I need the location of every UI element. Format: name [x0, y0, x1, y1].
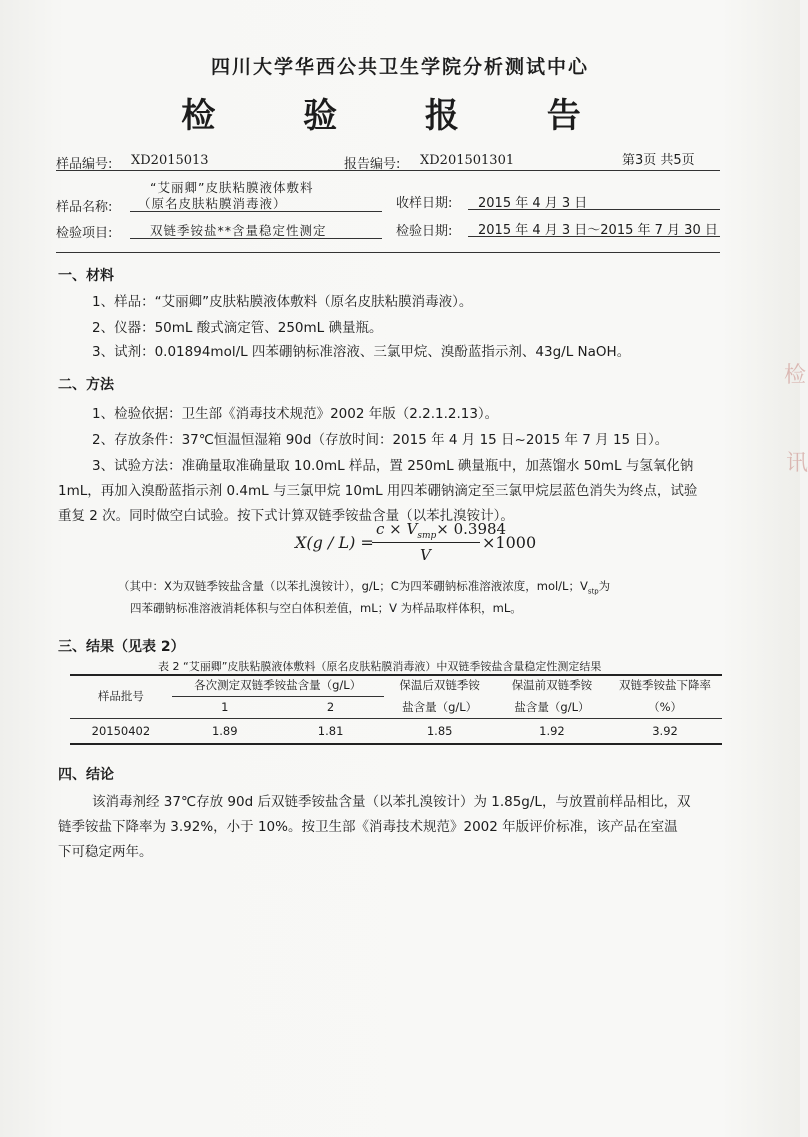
sample-no-label: 样品编号:: [56, 157, 113, 172]
sample-no: XD2015013: [131, 153, 209, 168]
th-after-l2: 盐含量（g/L）: [402, 699, 478, 714]
formula-note-line1: [118, 578, 610, 595]
info-bottom-rule: [56, 252, 720, 253]
test-item: 双链季铵盐**含量稳定性测定: [150, 223, 327, 238]
conclusion-line1: 该消毒剂经 37℃存放 90d 后双链季铵盐含量（以苯扎溴铵计）为 1.85g/L，与放置前样品相比，双: [92, 794, 691, 810]
formula-num-sub: sтр: [417, 531, 437, 541]
conclusion-line2: 链季铵盐下降率为 3.92%，小于 10%。按卫生部《消毒技术规范》2002 年版评价标准，该产品在室温: [58, 819, 678, 835]
formula-lhs: X(g / L) =: [295, 533, 374, 552]
method-item-2: 2、存放条件：37℃恒温恒湿箱 90d（存放时间：2015 年 4 月 15 日~2015 年 7 月 15 日）。: [92, 432, 669, 448]
method-item-1: 1、检验依据：卫生部《消毒技术规范》2002 年版（2.2.1.2.13）。: [92, 406, 499, 422]
th-drop-l1: 双链季铵盐下降率: [619, 678, 712, 692]
cell-drop: 3.92: [652, 723, 678, 738]
stamp-fragment-1: 检: [784, 363, 807, 388]
th-before-l1: 保温前双链季铵: [511, 678, 593, 692]
test-date-label: 检验日期:: [396, 224, 453, 239]
cell-m2: 1.81: [317, 723, 344, 738]
receive-date: 2015 年 4 月 3 日: [478, 196, 588, 211]
formula-tail: ×1000: [482, 533, 537, 552]
receive-date-underline: [468, 209, 720, 210]
test-date: 2015 年 4 月 3 日～2015 年 7 月 30 日: [478, 223, 718, 238]
cell-before: 1.92: [539, 723, 565, 738]
sample-name-underline: [130, 211, 382, 212]
test-date-underline: [468, 236, 720, 237]
header-rule: [56, 170, 720, 171]
th-after-l1: 保温后双链季铵: [399, 678, 480, 692]
formula-fraction-bar: [372, 542, 480, 543]
formula-num-factor: × 0.3984: [436, 520, 507, 538]
th-before-l2: 盐含量（g/L）: [514, 699, 590, 714]
formula-num-text: c × V: [376, 520, 418, 538]
section-3-heading: 三、结果（见表 2）: [58, 639, 185, 655]
sample-name-line2: （原名皮肤粘膜消毒液）: [138, 196, 287, 211]
th-col-2: 2: [326, 700, 335, 714]
material-item-2: 2、仪器：50mL 酸式滴定管、250mL 碘量瓶。: [92, 320, 383, 336]
material-item-3: 3、试剂：0.01894mol/L 四苯硼钠标准溶液、三氯甲烷、溴酚蓝指示剂、43g/L NaOH。: [92, 344, 631, 360]
stamp-fragment-2: 讯: [786, 451, 808, 476]
section-2-heading: 二、方法: [58, 377, 114, 393]
sample-name-line1: “艾丽卿”皮肤粘膜液体敷料: [150, 180, 314, 195]
th-batch: 样品批号: [97, 688, 144, 703]
formula-note-end: 为: [598, 579, 611, 593]
method-item-3-line1: 3、试验方法：准确量取准确量取 10.0mL 样品，置 250mL 碘量瓶中，加蒸馏水 50mL 与氢氧化钠: [92, 458, 694, 474]
cell-batch: 20150402: [91, 723, 151, 738]
results-table: [70, 674, 722, 745]
table-caption: 表 2 “艾丽卿”皮肤粘膜液体敷料（原名皮肤粘膜消毒液）中双链季铵盐含量稳定性测定结果: [158, 660, 602, 673]
material-item-1: 1、样品：“艾丽卿”皮肤粘膜液体敷料（原名皮肤粘膜消毒液）。: [92, 294, 473, 310]
table-row: [70, 718, 722, 744]
report-title: 检 验 报 告: [181, 96, 619, 136]
formula-denominator: V: [420, 546, 431, 564]
report-no-label: 报告编号:: [344, 157, 401, 172]
formula-note-sub: stp: [587, 587, 599, 596]
th-group: 各次测定双链季铵盐含量（g/L）: [172, 674, 384, 696]
formula-note-text: （其中：X为双链季铵盐含量（以苯扎溴铵计），g/L；C为四苯硼钠标准溶液浓度，mol/L；V: [118, 579, 588, 593]
test-item-label: 检验项目:: [56, 226, 113, 241]
receive-date-label: 收样日期:: [396, 196, 453, 211]
section-1-heading: 一、材料: [58, 268, 114, 284]
organization-name: 四川大学华西公共卫生学院分析测试中心: [210, 56, 589, 78]
formula-note-line2: 四苯硼钠标准溶液消耗体积与空白体积差值，mL；V 为样品取样体积，mL。: [130, 601, 522, 615]
th-drop-l2: （%）: [648, 699, 683, 714]
test-item-underline: [130, 238, 382, 239]
cell-after: 1.85: [426, 723, 453, 738]
th-col-1: 1: [221, 700, 229, 714]
method-item-3-line3: 重复 2 次。同时做空白试验。按下式计算双链季铵盐含量（以苯扎溴铵计）。: [58, 508, 514, 524]
method-item-3-line2: 1mL，再加入溴酚蓝指示剂 0.4mL 与三氯甲烷 10mL 用四苯硼钠滴定至三氯甲烷层蓝色消失为终点，试验: [58, 483, 698, 499]
report-no: XD201501301: [420, 153, 515, 168]
sample-name-label: 样品名称:: [56, 200, 113, 215]
cell-m1: 1.89: [211, 723, 238, 738]
section-4-heading: 四、结论: [58, 767, 114, 783]
page-info: 第3页 共5页: [622, 153, 695, 168]
conclusion-line3: 下可稳定两年。: [58, 844, 153, 860]
